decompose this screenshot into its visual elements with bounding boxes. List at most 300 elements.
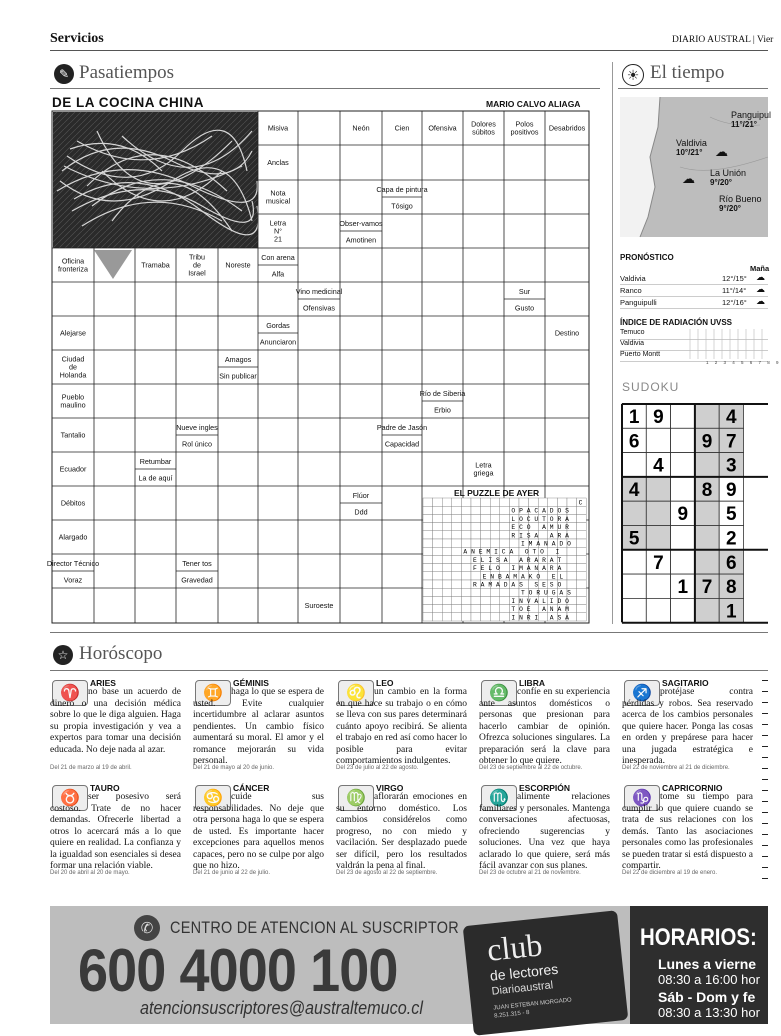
sudoku-cell[interactable] (695, 501, 719, 525)
sign-name: CAPRICORNIO (662, 783, 723, 793)
puzzle-cell (490, 613, 500, 621)
sign-date: Del 23 de octubre al 21 de noviembre. (479, 870, 581, 876)
cancer-icon: ♋ (195, 785, 231, 811)
puzzle-cell (452, 588, 462, 596)
sudoku-cell[interactable] (646, 598, 670, 622)
horoscope-tauro (50, 783, 183, 883)
crossword-clue: Anclas (267, 158, 289, 167)
crossword-clue: Amagos (224, 355, 252, 365)
crossword-clue: Padre de Jasón (376, 423, 428, 433)
puzzle-cell (567, 555, 577, 563)
crossword-clue: Ofensivas (303, 303, 335, 313)
crossword-clue: La de aquí (138, 473, 173, 483)
puzzle-cell (423, 523, 433, 531)
puzzle-cell (452, 523, 462, 531)
crossword-clue: Con arena (261, 253, 295, 263)
gemini-icon: ♊ (195, 680, 231, 706)
puzzle-cell (452, 605, 462, 613)
sudoku-cell[interactable] (646, 526, 670, 550)
puzzle-cell (490, 596, 500, 604)
puzzle-cell (471, 514, 481, 522)
puzzle-cell (490, 605, 500, 613)
header-divider (50, 50, 768, 51)
sign-text: aflorarán emociones en su entorno doméstico. Los cambios considérelos como progreso, no con miedo y vacilación. Ser desplazado puede ser difícil, pero los resultados valdrán la pena al final. (336, 792, 467, 871)
puzzle-row-letters: OPACADOS (511, 507, 573, 515)
puzzle-cell (452, 555, 462, 563)
crossword-clue: Neón (352, 123, 370, 133)
puzzle-cell (471, 539, 481, 547)
puzzle-cell (423, 596, 433, 604)
puzzle-cell (461, 588, 471, 596)
puzzle-cell (452, 547, 462, 555)
sudoku-number: 3 (726, 455, 737, 477)
crossword-clue: Obser-vamos (339, 219, 383, 229)
pronostico-temp: 12°/16° (722, 298, 747, 307)
puzzle-cell (490, 531, 500, 539)
sudoku-cell[interactable] (671, 453, 695, 477)
horoscope-aries (50, 678, 183, 778)
puzzle-row-letters: ENBAMAKO EL (482, 573, 568, 581)
crossword-clue: Alargado (58, 532, 88, 542)
sudoku-cell[interactable] (646, 428, 670, 452)
crossword-clue: Destino (554, 328, 580, 338)
puzzle-cell (442, 564, 452, 572)
sign-date: Del 21 de junio al 22 de julio. (193, 870, 271, 876)
sun-icon: ☀ (622, 64, 644, 86)
puzzle-cell (461, 539, 471, 547)
map-city-temp: 9°/20° (719, 204, 741, 213)
sudoku-cell[interactable] (671, 550, 695, 574)
crossword-clue: Alejarse (60, 328, 86, 338)
puzzle-cell (577, 596, 587, 604)
puzzle-cell (461, 572, 471, 580)
puzzle-cell (538, 498, 548, 506)
puzzle-cell (500, 506, 510, 514)
puzzle-cell (442, 531, 452, 539)
crossword-clue: Nueve ingles (176, 423, 218, 433)
sign-text: no base un acuerdo de dinero o una decisión médica sobre lo que le diga alguien. Haga su propia investigación y vea a expertos para tomar una decisión educada. No deje nada al azar. (50, 687, 181, 755)
puzzle-cell (500, 588, 510, 596)
puzzle-cell (490, 498, 500, 506)
club-brand: Diarioaustral (491, 979, 554, 998)
puzzle-cell (423, 514, 433, 522)
puzzle-cell (461, 514, 471, 522)
sudoku-cell[interactable] (622, 598, 646, 622)
crossword-clue: Letra griega (473, 460, 494, 478)
map-city-temp: 11°/21° (731, 120, 757, 129)
puzzle-cell (567, 547, 577, 555)
sudoku-cell[interactable] (622, 550, 646, 574)
sign-text: ser posesivo será costoso. Trate de no hacer demandas. Ofrecerle libertad a otros lo acercará más a lo que quiere en realidad. La confianza y la igualdad son esenciales si desea formar una relación viable. (50, 792, 181, 871)
puzzle-cell (461, 580, 471, 588)
puzzle-cell (577, 531, 587, 539)
puzzle-cell (433, 605, 443, 613)
radiacion-scale: 1 2 3 4 5 6 7 8 9 (706, 360, 781, 365)
puzzle-cell (433, 523, 443, 531)
horoscopo-divider-top (50, 632, 768, 633)
puzzle-cell (461, 596, 471, 604)
sudoku-cell[interactable] (622, 453, 646, 477)
puzzle-cell (577, 605, 587, 613)
puzzle-cell (509, 539, 519, 547)
puzzle-cell (442, 514, 452, 522)
sign-text: un cambio en la forma en que hace su trabajo o en cómo se lleva con sus pares determinará cuánto apoyo recibirá. Se alienta el trabajo en red así como hacer lo posible para evitar comportamientos indulgentes. (336, 687, 467, 766)
horarios-line: 08:30 a 13:30 hor (658, 1005, 760, 1020)
sudoku-number: 9 (677, 504, 689, 526)
sudoku-cell[interactable] (695, 404, 719, 428)
puzzle-cell (461, 605, 471, 613)
virgo-icon: ♍ (338, 785, 374, 811)
puzzle-cell (442, 580, 452, 588)
puzzle-cell (452, 498, 462, 506)
horoscopo-heading: Horóscopo (79, 643, 163, 664)
sudoku-cell[interactable] (622, 574, 646, 598)
sign-text: cuide sus responsabilidades. No deje que otra persona haga lo que se espera de usted. Es importante hacer excepciones para aquellos menos capaces, pero no se culpe por algo que no hizo. (193, 792, 324, 871)
subscriber-banner (50, 906, 768, 1024)
map-city-temp: 10°/21° (676, 148, 703, 157)
card-holder-name: JUAN ESTEBAN MORGADO (493, 997, 573, 1012)
sudoku-number: 9 (726, 479, 737, 501)
puzzle-cell (481, 506, 491, 514)
puzzle-cell (442, 596, 452, 604)
crossword-clue: Cien (394, 123, 410, 133)
pronostico-city: Panguipulli (620, 298, 657, 307)
sign-name: ARIES (90, 678, 116, 688)
puzzle-cell (442, 605, 452, 613)
puzzle-cell (577, 613, 587, 621)
sign-text: confíe en su experiencia ante asuntos domésticos o personas que presionan para hacerlo cambiar de opinión. Ofrezca soluciones singulares. La preparación será la clave para obtener lo que quiere. (479, 687, 610, 766)
puzzle-cell (433, 547, 443, 555)
puzzle-row-letters: FELO IMANARA (473, 565, 566, 573)
puzzle-cell (442, 613, 452, 621)
sudoku-cell[interactable] (671, 428, 695, 452)
sudoku-number: 1 (677, 577, 689, 599)
puzzle-cell (471, 498, 481, 506)
sudoku-cell[interactable] (622, 501, 646, 525)
puzzle-cell (423, 539, 433, 547)
scorpio-icon: ♏ (481, 785, 517, 811)
club-sub-label: de lectores (489, 960, 559, 984)
sudoku-cell[interactable] (646, 574, 670, 598)
puzzle-cell (490, 506, 500, 514)
pronostico-table (620, 273, 768, 309)
crossword-clue: Ciudad de Holanda (59, 354, 87, 380)
puzzle-cell (471, 596, 481, 604)
puzzle-cell (433, 572, 443, 580)
weather-map (620, 97, 772, 237)
sudoku-number: 8 (726, 577, 737, 599)
sign-date: Del 21 de marzo al 19 de abril. (50, 765, 132, 771)
crossword-clue: Rol único (182, 439, 212, 449)
sudoku-number: 7 (701, 577, 713, 599)
puzzle-cell (481, 498, 491, 506)
puzzle-cell (442, 555, 452, 563)
puzzle-cell (567, 572, 577, 580)
cloud-icon: ☁ (756, 296, 765, 306)
map-city-name: Valdivia (676, 138, 707, 148)
map-city-name: La Unión (710, 168, 747, 178)
puzzle-cell (452, 564, 462, 572)
puzzle-cell (471, 613, 481, 621)
crossword-clue: Tener tos (182, 559, 212, 569)
puzzle-cell (500, 613, 510, 621)
newspaper-name: DIARIO AUSTRAL | Vier (672, 35, 774, 45)
puzzle-cell (423, 555, 433, 563)
horoscope-virgo (336, 783, 469, 883)
puzzle-cell (567, 564, 577, 572)
sign-name: VIRGO (376, 783, 404, 793)
section-title: Servicios (50, 31, 104, 46)
puzzle-cell (452, 596, 462, 604)
puzzle-cell (481, 523, 491, 531)
club-card (463, 910, 629, 1036)
crossword-clue: Nota musical (265, 188, 291, 206)
crossword-clue: Gusto (514, 303, 535, 313)
puzzle-cell (442, 547, 452, 555)
club-label: club (485, 926, 544, 968)
libra-icon: ♎ (481, 680, 517, 706)
puzzle-cell (490, 539, 500, 547)
sign-date: Del 22 de noviembre al 21 de diciembre. (622, 765, 730, 771)
puzzle-row-letters: ELISA ARARAT (473, 556, 566, 564)
sudoku-number: 9 (701, 431, 713, 453)
email-link[interactable]: atencionsuscriptores@australtemuco.cl (140, 998, 423, 1018)
crossword-clue: Capacidad (384, 439, 420, 449)
puzzle-cell (500, 596, 510, 604)
radiacion-city: Puerto Montt (620, 351, 768, 362)
puzzle-cell (461, 555, 471, 563)
pronostico-row (620, 285, 768, 297)
puzzle-cell (471, 506, 481, 514)
cloud-icon: ☁ (756, 272, 765, 282)
horarios-line: Sáb - Dom y fe (658, 989, 756, 1005)
puzzle-cell (423, 564, 433, 572)
sudoku-cell[interactable] (646, 501, 670, 525)
puzzle-cell (577, 506, 587, 514)
puzzle-row-letters: LOCUTORA (511, 515, 573, 523)
sudoku-cell[interactable] (671, 598, 695, 622)
puzzle-cell (490, 523, 500, 531)
centro-atencion-label: CENTRO DE ATENCION AL SUSCRIPTOR (170, 918, 459, 937)
sudoku-number: 1 (628, 406, 640, 428)
sudoku-number: 4 (628, 479, 640, 501)
horarios-line: Lunes a vierne (658, 956, 757, 972)
puzzle-cell (509, 498, 519, 506)
radiacion-scale-grid (690, 329, 768, 359)
crossword-title: DE LA COCINA CHINA (52, 95, 204, 110)
puzzle-cell (481, 588, 491, 596)
puzzle-cell (500, 523, 510, 531)
puzzle-cell (577, 555, 587, 563)
pronostico-city: Valdivia (620, 274, 646, 283)
puzzle-cell (433, 588, 443, 596)
sudoku-number: 4 (726, 406, 737, 428)
puzzle-cell (500, 605, 510, 613)
pasatiempos-divider (50, 88, 600, 89)
crossword-clue: Sin publicar (219, 371, 257, 381)
crossword-clue: Dolores súbitos (471, 119, 496, 137)
puzzle-row-letters: INRI ASA (511, 614, 573, 622)
taurus-icon: ♉ (52, 785, 88, 811)
crossword-clue: Anunciaron (259, 337, 297, 347)
puzzle-cell (471, 531, 481, 539)
puzzle-cell (423, 588, 433, 596)
puzzle-row-letters: TORUGAS (521, 589, 575, 597)
puzzle-cell (442, 506, 452, 514)
sudoku-cell[interactable] (695, 550, 719, 574)
crossword-clue: Débitos (60, 498, 86, 508)
horarios-line: 08:30 a 16:00 hor (658, 972, 760, 987)
puzzle-cell (433, 555, 443, 563)
crossword-clue: Noreste (225, 260, 251, 270)
radiacion-city: Valdivia (620, 340, 768, 351)
sudoku-cell[interactable] (695, 598, 719, 622)
puzzle-cell (433, 580, 443, 588)
cloud-icon: ☁ (682, 171, 695, 186)
puzzle-cell (433, 596, 443, 604)
cut-off-column (762, 680, 768, 880)
sign-name: LIBRA (519, 678, 545, 688)
crossword-clue: Capa de pintura (376, 185, 428, 195)
sign-name: CÁNCER (233, 783, 270, 793)
puzzle-row-letters: RAMADAS SESO (473, 581, 566, 589)
puzzle-cell (433, 531, 443, 539)
horoscope-leo (336, 678, 469, 778)
puzzle-cell (490, 588, 500, 596)
radiacion-city: Temuco (620, 329, 768, 340)
puzzle-row-letters: IMANADO (521, 540, 575, 548)
crossword-clue: Voraz (63, 575, 83, 585)
crossword-clue: Tósigo (391, 201, 413, 211)
crossword-clue: Tribu de Israel (188, 252, 206, 278)
sudoku-cell[interactable] (671, 477, 695, 501)
pronostico-title: PRONÓSTICO (620, 253, 674, 262)
sudoku-cell[interactable] (646, 477, 670, 501)
sudoku-cell[interactable] (671, 526, 695, 550)
puzzle-cell (500, 498, 510, 506)
puzzle-row-letters: ECO AMUR (511, 524, 573, 532)
puzzle-cell (461, 498, 471, 506)
pronostico-row (620, 297, 768, 309)
puzzle-row-letters: TOE ANAM (511, 606, 573, 614)
sudoku-cell[interactable] (695, 526, 719, 550)
puzzle-cell (577, 572, 587, 580)
phone-number[interactable]: 600 4000 100 (78, 937, 398, 1004)
tiempo-divider (618, 88, 768, 89)
radiacion-title: ÍNDICE DE RADIACIÓN UVSS (620, 318, 733, 327)
puzzle-cell (481, 514, 491, 522)
sign-date: Del 23 de agosto al 22 de septiembre. (336, 870, 438, 876)
map-city-temp: 9°/20° (710, 178, 732, 187)
pronostico-temp: 12°/15° (722, 274, 747, 283)
map-city-name: Río Bueno (719, 194, 762, 204)
puzzle-cell (500, 531, 510, 539)
puzzle-cell (577, 588, 587, 596)
sign-date: Del 23 de julio al 22 de agosto. (336, 765, 419, 771)
pasatiempos-heading: Pasatiempos (79, 62, 174, 83)
crossword-clue: Retumbar (139, 457, 172, 467)
puzzle-cell (577, 547, 587, 555)
puzzle-cell (423, 547, 433, 555)
puzzle-cell (433, 498, 443, 506)
sudoku-number: 2 (726, 528, 737, 550)
puzzle-cell (519, 498, 529, 506)
puzzle-cell (442, 539, 452, 547)
puzzle-cell (567, 498, 577, 506)
pronostico-temp: 11°/14° (722, 286, 747, 295)
sign-name: LEO (376, 678, 394, 688)
puzzle-cell (461, 564, 471, 572)
crossword-clue: Ecuador (59, 464, 87, 474)
pronostico-row (620, 273, 768, 285)
puzzle-cell (481, 605, 491, 613)
sign-name: ESCORPIÓN (519, 783, 571, 793)
crossword-clue: Director Técnico (46, 559, 100, 569)
sudoku-cell[interactable] (695, 453, 719, 477)
star-icon: ☆ (53, 645, 73, 665)
puzzle-row-letters: ANEMICA OTO I (463, 548, 564, 556)
puzzle-cell (423, 580, 433, 588)
puzzle-cell (452, 580, 462, 588)
puzzle-cell (452, 514, 462, 522)
sudoku-number: 7 (653, 552, 664, 574)
puzzle-cell (557, 498, 567, 506)
sudoku-number: 4 (653, 455, 664, 477)
puzzle-cell (423, 572, 433, 580)
sudoku-title: SUDOKU (622, 380, 680, 394)
puzzle-cell (423, 498, 433, 506)
puzzle-cell (548, 498, 558, 506)
sudoku-number: 8 (701, 479, 713, 501)
horoscope-capricornio (622, 783, 755, 883)
puzzle-cell (577, 539, 587, 547)
horoscope-sagitario (622, 678, 755, 778)
pencil-icon: ✎ (54, 64, 74, 84)
puzzle-cell (433, 564, 443, 572)
puzzle-cell (442, 572, 452, 580)
pronostico-column-head: Maña (750, 264, 770, 273)
crossword-clue: Pueblo maulino (60, 392, 86, 410)
crossword-clue: Tramaba (141, 260, 170, 270)
sign-name: TAURO (90, 783, 120, 793)
puzzle-cell (442, 498, 452, 506)
puzzle-cell (461, 531, 471, 539)
puzzle-cell (442, 523, 452, 531)
puzzle-cell (481, 539, 491, 547)
phone-icon: ✆ (134, 915, 160, 941)
horoscope-escorpión (479, 783, 612, 883)
sudoku-number: 5 (628, 528, 640, 550)
puzzle-cell (452, 539, 462, 547)
sign-text: alimente relaciones familiares y personales. Mantenga conversaciones afectuosas, ofreciendo sugerencias y soluciones. Una vez que haya aclarado lo que quiere, será más fácil avanzar con sus planes. (479, 792, 610, 871)
puzzle-cell (577, 523, 587, 531)
puzzle-cell (471, 605, 481, 613)
puzzle-cell (500, 539, 510, 547)
horoscope-géminis (193, 678, 326, 778)
tiempo-heading: El tiempo (650, 62, 725, 83)
sudoku-cell[interactable] (671, 404, 695, 428)
puzzle-cell (433, 613, 443, 621)
map-city-name: Panguipul (731, 110, 772, 120)
crossword-clue: Tantalio (60, 430, 86, 440)
sign-name: GÉMINIS (233, 678, 269, 688)
puzzle-cell (423, 506, 433, 514)
horoscopo-divider (50, 670, 768, 671)
puzzle-cell (452, 506, 462, 514)
sign-date: Del 21 de mayo al 20 de junio. (193, 765, 275, 771)
puzzle-cell (567, 580, 577, 588)
crossword-clue: Letra N° 21 (269, 218, 287, 244)
